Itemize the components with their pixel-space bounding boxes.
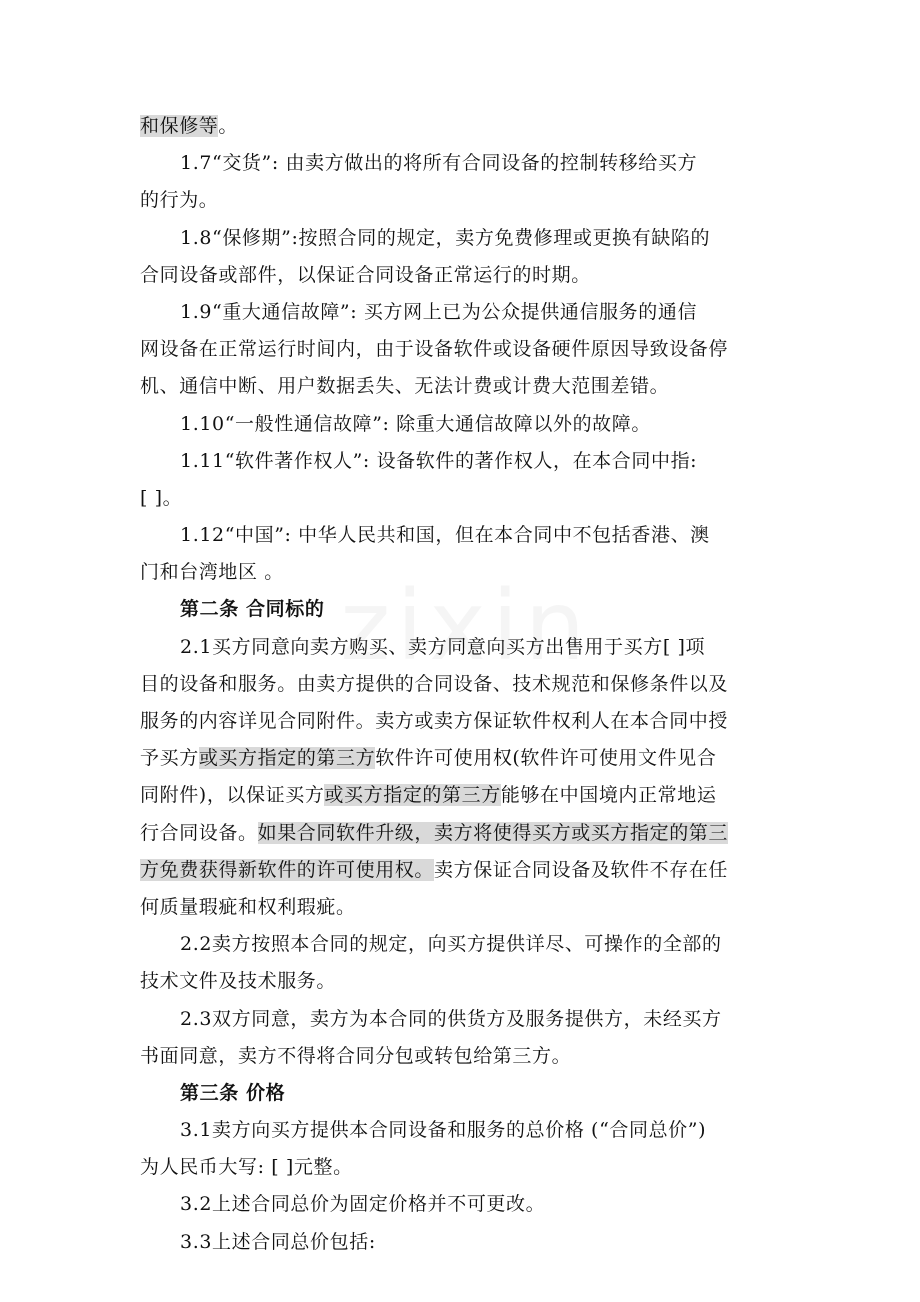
text-line bbox=[140, 1001, 780, 1038]
text-line bbox=[140, 1112, 780, 1149]
text-line bbox=[140, 182, 780, 219]
text-line bbox=[140, 815, 780, 852]
highlighted-text: 或买方指定的第三方 bbox=[198, 747, 376, 770]
text-segment: 同附件)，以保证买方 bbox=[140, 784, 325, 807]
text-segment: 。 bbox=[218, 115, 239, 137]
text-segment: 予买方 bbox=[140, 747, 199, 770]
text-line bbox=[140, 517, 780, 554]
text-segment: 机、通信中断、用户数据丢失、无法计费或计费大范围差错。 bbox=[140, 375, 670, 398]
text-line bbox=[140, 257, 780, 294]
section-heading bbox=[140, 1075, 780, 1112]
highlighted-text: 方免费获得新软件的许可使用权。 bbox=[140, 858, 435, 881]
text-segment: 1.9“重大通信故障”: 买方网上已为公众提供通信服务的通信 bbox=[180, 300, 698, 323]
text-line bbox=[140, 963, 780, 1000]
text-line bbox=[140, 852, 780, 889]
text-line bbox=[140, 740, 780, 777]
text-segment: 门和台湾地区 。 bbox=[140, 561, 284, 584]
text-segment: [ ]。 bbox=[140, 486, 183, 509]
text-line bbox=[140, 1038, 780, 1075]
text-line bbox=[140, 1149, 780, 1186]
text-line bbox=[140, 294, 780, 331]
text-line bbox=[140, 777, 780, 814]
text-line bbox=[140, 443, 780, 480]
text-segment: 1.11“软件著作权人”: 设备软件的著作权人，在本合同中指: bbox=[180, 449, 698, 472]
highlighted-text: 如果合同软件升级，卖方将使得买方或买方指定的第三 bbox=[257, 821, 729, 844]
section-heading bbox=[140, 591, 780, 628]
text-line bbox=[140, 145, 780, 182]
text-segment: 1.8“保修期”:按照合同的规定，卖方免费修理或更换有缺陷的 bbox=[180, 226, 711, 249]
text-line bbox=[140, 331, 780, 368]
text-segment: 网设备在正常运行时间内，由于设备软件或设备硬件原因导致设备停 bbox=[140, 338, 729, 361]
text-segment: 第三条 价格 bbox=[180, 1081, 286, 1104]
contract-text bbox=[140, 108, 780, 1261]
text-segment: 1.10“一般性通信故障”: 除重大通信故障以外的故障。 bbox=[180, 412, 651, 435]
text-line bbox=[140, 1224, 780, 1261]
text-segment: 3.1卖方向买方提供本合同设备和服务的总价格 (“合同总价”) bbox=[180, 1119, 707, 1142]
text-line bbox=[140, 554, 780, 591]
text-segment: 第二条 合同标的 bbox=[180, 598, 325, 621]
text-segment: 何质量瑕疵和权利瑕疵。 bbox=[140, 895, 356, 918]
text-segment: 1.7“交货”: 由卖方做出的将所有合同设备的控制转移给买方 bbox=[180, 152, 698, 175]
text-line bbox=[140, 220, 780, 257]
text-line bbox=[140, 406, 780, 443]
text-segment: 行合同设备。 bbox=[140, 821, 258, 844]
text-line bbox=[140, 926, 780, 963]
highlighted-text: 和保修等 bbox=[140, 115, 219, 137]
text-line bbox=[140, 629, 780, 666]
highlighted-text: 或买方指定的第三方 bbox=[324, 784, 501, 807]
text-segment: 软件许可使用权(软件许可使用文件见合 bbox=[375, 747, 717, 770]
text-line bbox=[140, 368, 780, 405]
text-line bbox=[140, 703, 780, 740]
text-segment: 合同设备或部件，以保证合同设备正常运行的时期。 bbox=[140, 263, 591, 286]
text-line bbox=[140, 889, 780, 926]
text-segment: 2.1买方同意向卖方购买、卖方同意向买方出售用于买方[ ]项 bbox=[180, 635, 706, 658]
text-line bbox=[140, 480, 780, 517]
text-segment: 技术文件及技术服务。 bbox=[140, 970, 337, 993]
text-segment: 1.12“中国”: 中华人民共和国，但在本合同中不包括香港、澳 bbox=[180, 524, 710, 547]
text-segment: 书面同意，卖方不得将合同分包或转包给第三方。 bbox=[140, 1044, 572, 1067]
text-segment: 3.3上述合同总价包括: bbox=[180, 1230, 376, 1253]
text-segment: 3.2上述合同总价为固定价格并不可更改。 bbox=[180, 1193, 546, 1216]
text-segment: 服务的内容详见合同附件。卖方或卖方保证软件权利人在本合同中授 bbox=[140, 710, 729, 732]
text-line bbox=[140, 1186, 780, 1223]
text-segment: 2.2卖方按照本合同的规定，向买方提供详尽、可操作的全部的 bbox=[180, 933, 722, 956]
text-segment: 能够在中国境内正常地运 bbox=[500, 784, 717, 807]
text-segment: 卖方保证合同设备及软件不存在任 bbox=[434, 858, 729, 881]
text-segment: 为人民币大写: [ ]元整。 bbox=[140, 1156, 353, 1179]
text-line bbox=[140, 108, 780, 145]
text-line bbox=[140, 666, 780, 703]
text-segment: 2.3双方同意，卖方为本合同的供货方及服务提供方，未经买方 bbox=[180, 1007, 722, 1030]
text-segment: 目的设备和服务。由卖方提供的合同设备、技术规范和保修条件以及 bbox=[140, 672, 729, 695]
text-segment: 的行为。 bbox=[140, 189, 219, 212]
